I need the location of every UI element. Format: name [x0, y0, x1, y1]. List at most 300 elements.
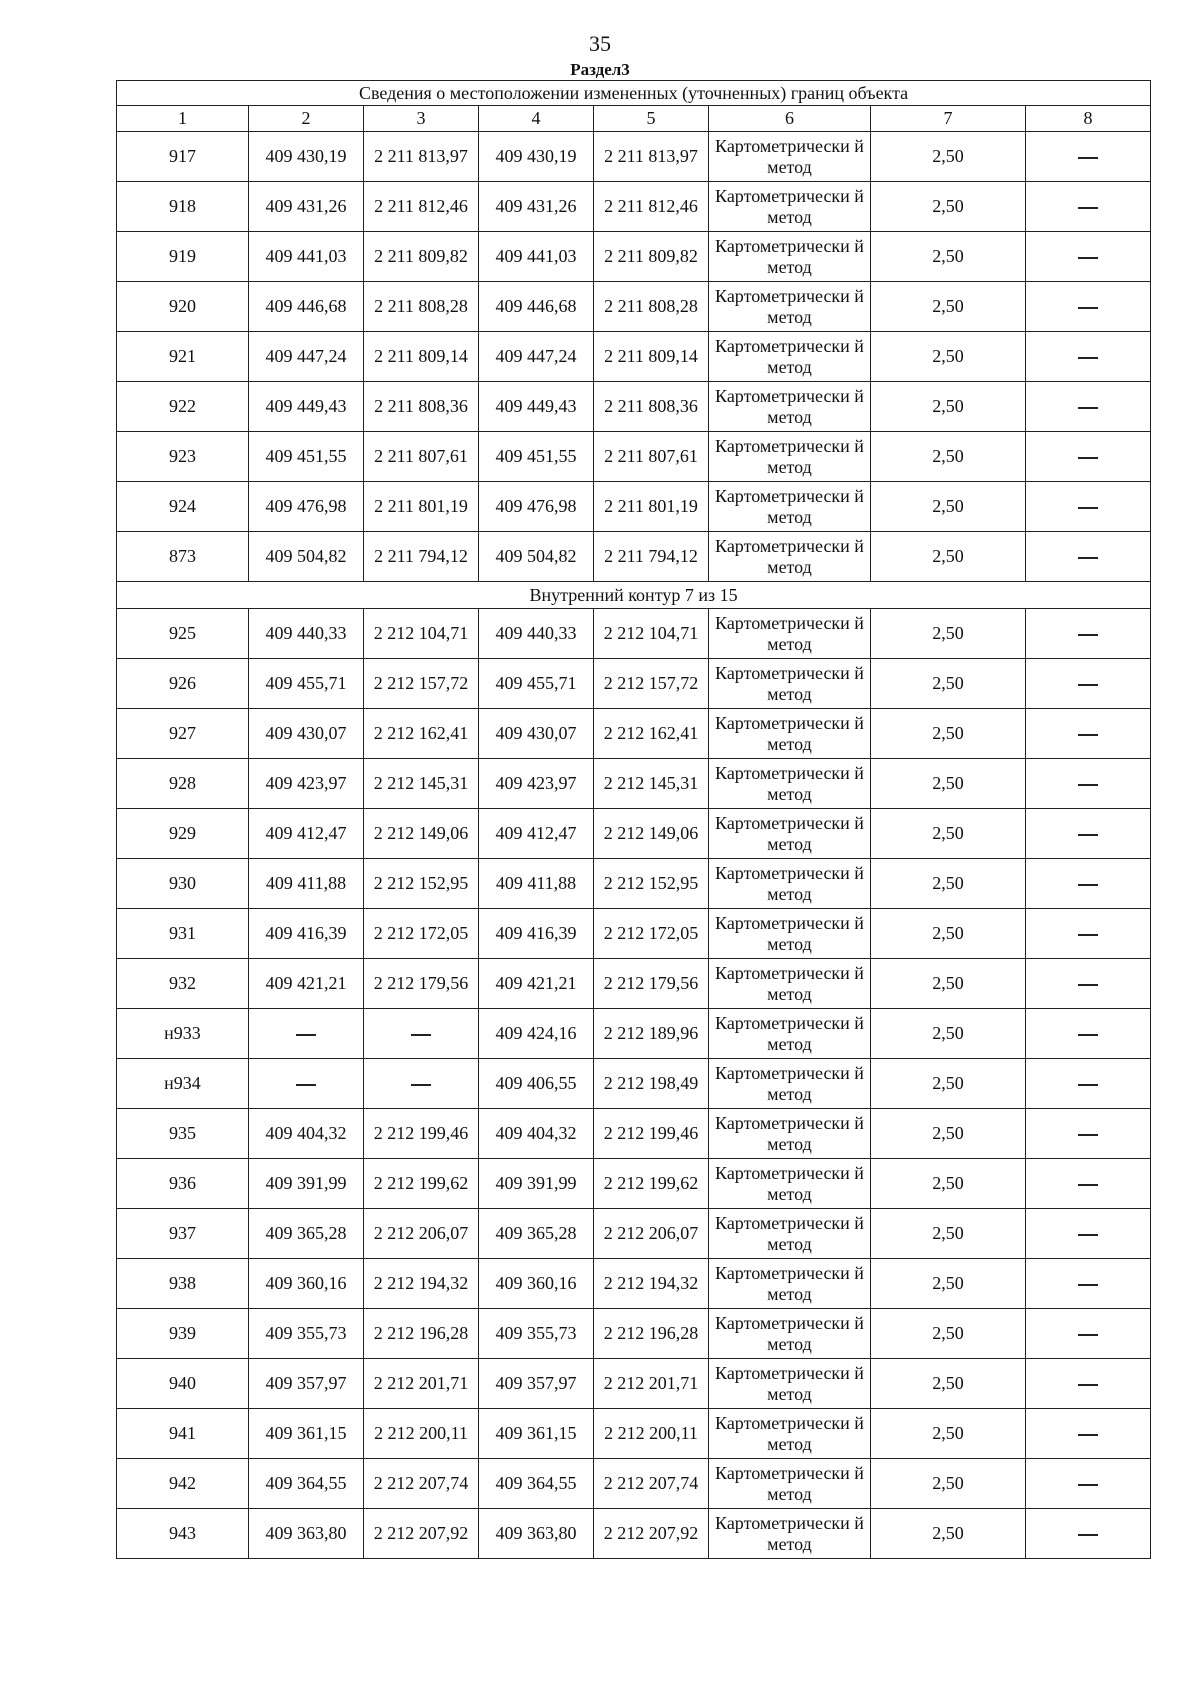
accuracy-cell: 2,50 [871, 609, 1026, 659]
y-coordinate-existing-cell: 2 212 157,72 [364, 659, 479, 709]
x-coordinate-existing-cell: 409 446,68 [249, 282, 364, 332]
x-coordinate-existing-cell: 409 476,98 [249, 482, 364, 532]
description-cell [1026, 959, 1151, 1009]
point-number-cell: 919 [117, 232, 249, 282]
dash-mark [1078, 634, 1098, 635]
description-cell [1026, 132, 1151, 182]
x-coordinate-updated-cell: 409 363,80 [479, 1509, 594, 1559]
dash-mark [1078, 1384, 1098, 1385]
accuracy-cell: 2,50 [871, 1459, 1026, 1509]
table-row [117, 1259, 1151, 1309]
dash-mark [1078, 307, 1098, 308]
x-coordinate-updated-cell: 409 451,55 [479, 432, 594, 482]
column-number-row [117, 106, 1151, 132]
accuracy-cell: 2,50 [871, 382, 1026, 432]
method-cell: Картометрически й метод [709, 132, 871, 182]
description-cell [1026, 1509, 1151, 1559]
accuracy-cell: 2,50 [871, 809, 1026, 859]
accuracy-cell: 2,50 [871, 1009, 1026, 1059]
dash-mark [1078, 257, 1098, 258]
y-coordinate-existing-cell [364, 1059, 479, 1109]
x-coordinate-updated-cell: 409 446,68 [479, 282, 594, 332]
x-coordinate-updated-cell: 409 411,88 [479, 859, 594, 909]
method-cell: Картометрически й метод [709, 1109, 871, 1159]
description-cell [1026, 1309, 1151, 1359]
point-number-cell: 922 [117, 382, 249, 432]
x-coordinate-existing-cell [249, 1009, 364, 1059]
table-body-part2 [117, 609, 1151, 1559]
y-coordinate-updated-cell: 2 212 201,71 [594, 1359, 709, 1409]
point-number-cell: н934 [117, 1059, 249, 1109]
y-coordinate-existing-cell: 2 212 152,95 [364, 859, 479, 909]
table-row [117, 909, 1151, 959]
table-row [117, 709, 1151, 759]
y-coordinate-existing-cell: 2 212 201,71 [364, 1359, 479, 1409]
y-coordinate-updated-cell: 2 211 813,97 [594, 132, 709, 182]
dash-mark [1078, 784, 1098, 785]
table-row [117, 382, 1151, 432]
y-coordinate-existing-cell: 2 212 207,92 [364, 1509, 479, 1559]
point-number-cell: 873 [117, 532, 249, 582]
table-row [117, 482, 1151, 532]
table-row [117, 1309, 1151, 1359]
x-coordinate-existing-cell: 409 412,47 [249, 809, 364, 859]
x-coordinate-existing-cell: 409 421,21 [249, 959, 364, 1009]
dash-mark [1078, 884, 1098, 885]
y-coordinate-updated-cell: 2 212 172,05 [594, 909, 709, 959]
point-number-cell: 920 [117, 282, 249, 332]
point-number-cell: 923 [117, 432, 249, 482]
y-coordinate-updated-cell: 2 212 199,62 [594, 1159, 709, 1209]
x-coordinate-existing-cell: 409 361,15 [249, 1409, 364, 1459]
y-coordinate-updated-cell: 2 212 152,95 [594, 859, 709, 909]
method-cell: Картометрически й метод [709, 759, 871, 809]
point-number-cell: 943 [117, 1509, 249, 1559]
dash-mark [411, 1084, 431, 1085]
table-row [117, 182, 1151, 232]
x-coordinate-updated-cell: 409 365,28 [479, 1209, 594, 1259]
accuracy-cell: 2,50 [871, 1509, 1026, 1559]
method-cell: Картометрически й метод [709, 959, 871, 1009]
description-cell [1026, 1159, 1151, 1209]
x-coordinate-existing-cell: 409 411,88 [249, 859, 364, 909]
y-coordinate-updated-cell: 2 212 199,46 [594, 1109, 709, 1159]
y-coordinate-existing-cell: 2 212 199,46 [364, 1109, 479, 1159]
accuracy-cell: 2,50 [871, 859, 1026, 909]
x-coordinate-existing-cell: 409 423,97 [249, 759, 364, 809]
x-coordinate-updated-cell: 409 440,33 [479, 609, 594, 659]
dash-mark [1078, 1234, 1098, 1235]
description-cell [1026, 182, 1151, 232]
method-cell: Картометрически й метод [709, 282, 871, 332]
accuracy-cell: 2,50 [871, 1359, 1026, 1409]
x-coordinate-updated-cell: 409 364,55 [479, 1459, 594, 1509]
description-cell [1026, 1459, 1151, 1509]
section-title: Раздел3 [570, 60, 630, 79]
x-coordinate-existing-cell: 409 504,82 [249, 532, 364, 582]
description-cell [1026, 332, 1151, 382]
x-coordinate-updated-cell: 409 360,16 [479, 1259, 594, 1309]
accuracy-cell: 2,50 [871, 182, 1026, 232]
x-coordinate-updated-cell: 409 455,71 [479, 659, 594, 709]
method-cell: Картометрически й метод [709, 859, 871, 909]
point-number-cell: 942 [117, 1459, 249, 1509]
x-coordinate-updated-cell: 409 476,98 [479, 482, 594, 532]
table-row [117, 859, 1151, 909]
y-coordinate-existing-cell: 2 211 794,12 [364, 532, 479, 582]
description-cell [1026, 1059, 1151, 1109]
y-coordinate-updated-cell: 2 211 808,28 [594, 282, 709, 332]
point-number-cell: 929 [117, 809, 249, 859]
accuracy-cell: 2,50 [871, 1259, 1026, 1309]
accuracy-cell: 2,50 [871, 959, 1026, 1009]
method-cell: Картометрически й метод [709, 1409, 871, 1459]
method-cell: Картометрически й метод [709, 1509, 871, 1559]
description-cell [1026, 759, 1151, 809]
y-coordinate-updated-cell: 2 212 200,11 [594, 1409, 709, 1459]
x-coordinate-existing-cell: 409 391,99 [249, 1159, 364, 1209]
column-number: 2 [249, 106, 364, 132]
method-cell: Картометрически й метод [709, 182, 871, 232]
point-number-cell: н933 [117, 1009, 249, 1059]
method-cell: Картометрически й метод [709, 1159, 871, 1209]
description-cell [1026, 482, 1151, 532]
y-coordinate-existing-cell: 2 212 172,05 [364, 909, 479, 959]
point-number-cell: 940 [117, 1359, 249, 1409]
table-row [117, 1059, 1151, 1109]
table-row [117, 1359, 1151, 1409]
table-body-part1 [117, 132, 1151, 582]
dash-mark [1078, 1484, 1098, 1485]
table-row [117, 1159, 1151, 1209]
accuracy-cell: 2,50 [871, 1159, 1026, 1209]
x-coordinate-existing-cell: 409 360,16 [249, 1259, 364, 1309]
dash-mark [1078, 684, 1098, 685]
x-coordinate-existing-cell: 409 440,33 [249, 609, 364, 659]
y-coordinate-existing-cell: 2 211 812,46 [364, 182, 479, 232]
description-cell [1026, 609, 1151, 659]
description-cell [1026, 1209, 1151, 1259]
y-coordinate-updated-cell: 2 212 198,49 [594, 1059, 709, 1109]
column-number: 5 [594, 106, 709, 132]
method-cell: Картометрически й метод [709, 1309, 871, 1359]
x-coordinate-existing-cell [249, 1059, 364, 1109]
dash-mark [1078, 1534, 1098, 1535]
x-coordinate-updated-cell: 409 357,97 [479, 1359, 594, 1409]
dash-mark [1078, 507, 1098, 508]
table-row [117, 659, 1151, 709]
y-coordinate-existing-cell: 2 212 162,41 [364, 709, 479, 759]
dash-mark [296, 1084, 316, 1085]
point-number-cell: 925 [117, 609, 249, 659]
description-cell [1026, 432, 1151, 482]
dash-mark [296, 1034, 316, 1035]
table-row [117, 1459, 1151, 1509]
point-number-cell: 939 [117, 1309, 249, 1359]
y-coordinate-updated-cell: 2 212 196,28 [594, 1309, 709, 1359]
column-number: 3 [364, 106, 479, 132]
y-coordinate-updated-cell: 2 212 104,71 [594, 609, 709, 659]
dash-mark [1078, 1184, 1098, 1185]
accuracy-cell: 2,50 [871, 659, 1026, 709]
accuracy-cell: 2,50 [871, 532, 1026, 582]
table-row [117, 759, 1151, 809]
description-cell [1026, 1359, 1151, 1409]
table-row [117, 1009, 1151, 1059]
y-coordinate-updated-cell: 2 212 145,31 [594, 759, 709, 809]
x-coordinate-existing-cell: 409 431,26 [249, 182, 364, 232]
y-coordinate-existing-cell: 2 211 801,19 [364, 482, 479, 532]
method-cell: Картометрически й метод [709, 1459, 871, 1509]
table-row [117, 332, 1151, 382]
accuracy-cell: 2,50 [871, 332, 1026, 382]
y-coordinate-updated-cell: 2 211 809,82 [594, 232, 709, 282]
table-row [117, 959, 1151, 1009]
table-row [117, 609, 1151, 659]
description-cell [1026, 1259, 1151, 1309]
method-cell: Картометрически й метод [709, 1009, 871, 1059]
description-cell [1026, 382, 1151, 432]
description-cell [1026, 282, 1151, 332]
x-coordinate-updated-cell: 409 391,99 [479, 1159, 594, 1209]
contour-label: Внутренний контур 7 из 15 [117, 582, 1151, 609]
column-number: 6 [709, 106, 871, 132]
table-row [117, 1409, 1151, 1459]
description-cell [1026, 809, 1151, 859]
y-coordinate-updated-cell: 2 212 207,92 [594, 1509, 709, 1559]
y-coordinate-existing-cell: 2 212 207,74 [364, 1459, 479, 1509]
dash-mark [1078, 734, 1098, 735]
y-coordinate-existing-cell [364, 1009, 479, 1059]
x-coordinate-updated-cell: 409 423,97 [479, 759, 594, 809]
table-row [117, 532, 1151, 582]
accuracy-cell: 2,50 [871, 232, 1026, 282]
y-coordinate-existing-cell: 2 212 179,56 [364, 959, 479, 1009]
x-coordinate-updated-cell: 409 355,73 [479, 1309, 594, 1359]
description-cell [1026, 709, 1151, 759]
x-coordinate-existing-cell: 409 430,07 [249, 709, 364, 759]
y-coordinate-updated-cell: 2 212 206,07 [594, 1209, 709, 1259]
y-coordinate-updated-cell: 2 212 179,56 [594, 959, 709, 1009]
y-coordinate-existing-cell: 2 211 809,14 [364, 332, 479, 382]
point-number-cell: 935 [117, 1109, 249, 1159]
y-coordinate-updated-cell: 2 212 157,72 [594, 659, 709, 709]
accuracy-cell: 2,50 [871, 709, 1026, 759]
table-row [117, 232, 1151, 282]
x-coordinate-updated-cell: 409 412,47 [479, 809, 594, 859]
table-row [117, 809, 1151, 859]
method-cell: Картометрически й метод [709, 1059, 871, 1109]
x-coordinate-existing-cell: 409 355,73 [249, 1309, 364, 1359]
x-coordinate-updated-cell: 409 504,82 [479, 532, 594, 582]
accuracy-cell: 2,50 [871, 482, 1026, 532]
method-cell: Картометрически й метод [709, 1359, 871, 1409]
dash-mark [1078, 984, 1098, 985]
y-coordinate-existing-cell: 2 211 808,28 [364, 282, 479, 332]
table-row [117, 1209, 1151, 1259]
point-number-cell: 937 [117, 1209, 249, 1259]
point-number-cell: 926 [117, 659, 249, 709]
dash-mark [1078, 407, 1098, 408]
accuracy-cell: 2,50 [871, 1409, 1026, 1459]
method-cell: Картометрически й метод [709, 482, 871, 532]
y-coordinate-updated-cell: 2 212 189,96 [594, 1009, 709, 1059]
description-cell [1026, 859, 1151, 909]
point-number-cell: 931 [117, 909, 249, 959]
table-row [117, 282, 1151, 332]
y-coordinate-existing-cell: 2 212 194,32 [364, 1259, 479, 1309]
point-number-cell: 918 [117, 182, 249, 232]
method-cell: Картометрически й метод [709, 609, 871, 659]
method-cell: Картометрически й метод [709, 709, 871, 759]
dash-mark [411, 1034, 431, 1035]
x-coordinate-existing-cell: 409 449,43 [249, 382, 364, 432]
x-coordinate-updated-cell: 409 421,21 [479, 959, 594, 1009]
dash-mark [1078, 1284, 1098, 1285]
dash-mark [1078, 934, 1098, 935]
dash-mark [1078, 1084, 1098, 1085]
dash-mark [1078, 157, 1098, 158]
dash-mark [1078, 557, 1098, 558]
x-coordinate-existing-cell: 409 363,80 [249, 1509, 364, 1559]
x-coordinate-existing-cell: 409 365,28 [249, 1209, 364, 1259]
y-coordinate-updated-cell: 2 211 809,14 [594, 332, 709, 382]
accuracy-cell: 2,50 [871, 759, 1026, 809]
dash-mark [1078, 1434, 1098, 1435]
y-coordinate-updated-cell: 2 211 808,36 [594, 382, 709, 432]
method-cell: Картометрически й метод [709, 432, 871, 482]
page-number: 35 [589, 31, 611, 56]
x-coordinate-updated-cell: 409 404,32 [479, 1109, 594, 1159]
method-cell: Картометрически й метод [709, 382, 871, 432]
point-number-cell: 930 [117, 859, 249, 909]
point-number-cell: 941 [117, 1409, 249, 1459]
y-coordinate-updated-cell: 2 211 807,61 [594, 432, 709, 482]
y-coordinate-existing-cell: 2 212 104,71 [364, 609, 479, 659]
point-number-cell: 938 [117, 1259, 249, 1309]
point-number-cell: 932 [117, 959, 249, 1009]
x-coordinate-updated-cell: 409 430,07 [479, 709, 594, 759]
y-coordinate-existing-cell: 2 212 149,06 [364, 809, 479, 859]
point-number-cell: 924 [117, 482, 249, 532]
x-coordinate-updated-cell: 409 447,24 [479, 332, 594, 382]
x-coordinate-existing-cell: 409 455,71 [249, 659, 364, 709]
accuracy-cell: 2,50 [871, 1059, 1026, 1109]
table-row [117, 1109, 1151, 1159]
table-row [117, 1509, 1151, 1559]
accuracy-cell: 2,50 [871, 1109, 1026, 1159]
coordinates-table [116, 80, 1151, 1559]
column-number: 1 [117, 106, 249, 132]
dash-mark [1078, 1034, 1098, 1035]
method-cell: Картометрически й метод [709, 659, 871, 709]
y-coordinate-updated-cell: 2 211 801,19 [594, 482, 709, 532]
y-coordinate-existing-cell: 2 211 809,82 [364, 232, 479, 282]
method-cell: Картометрически й метод [709, 1209, 871, 1259]
point-number-cell: 927 [117, 709, 249, 759]
y-coordinate-updated-cell: 2 212 162,41 [594, 709, 709, 759]
x-coordinate-existing-cell: 409 430,19 [249, 132, 364, 182]
description-cell [1026, 659, 1151, 709]
description-cell [1026, 909, 1151, 959]
y-coordinate-existing-cell: 2 211 807,61 [364, 432, 479, 482]
x-coordinate-existing-cell: 409 416,39 [249, 909, 364, 959]
y-coordinate-updated-cell: 2 211 812,46 [594, 182, 709, 232]
accuracy-cell: 2,50 [871, 909, 1026, 959]
dash-mark [1078, 1134, 1098, 1135]
y-coordinate-existing-cell: 2 212 145,31 [364, 759, 479, 809]
y-coordinate-updated-cell: 2 211 794,12 [594, 532, 709, 582]
point-number-cell: 928 [117, 759, 249, 809]
x-coordinate-existing-cell: 409 357,97 [249, 1359, 364, 1409]
y-coordinate-existing-cell: 2 211 808,36 [364, 382, 479, 432]
x-coordinate-updated-cell: 409 449,43 [479, 382, 594, 432]
method-cell: Картометрически й метод [709, 909, 871, 959]
description-cell [1026, 532, 1151, 582]
accuracy-cell: 2,50 [871, 1309, 1026, 1359]
x-coordinate-existing-cell: 409 451,55 [249, 432, 364, 482]
x-coordinate-existing-cell: 409 364,55 [249, 1459, 364, 1509]
x-coordinate-updated-cell: 409 416,39 [479, 909, 594, 959]
description-cell [1026, 1109, 1151, 1159]
y-coordinate-updated-cell: 2 212 194,32 [594, 1259, 709, 1309]
dash-mark [1078, 834, 1098, 835]
table-row [117, 432, 1151, 482]
y-coordinate-updated-cell: 2 212 149,06 [594, 809, 709, 859]
x-coordinate-existing-cell: 409 447,24 [249, 332, 364, 382]
y-coordinate-updated-cell: 2 212 207,74 [594, 1459, 709, 1509]
x-coordinate-updated-cell: 409 430,19 [479, 132, 594, 182]
dash-mark [1078, 357, 1098, 358]
x-coordinate-updated-cell: 409 424,16 [479, 1009, 594, 1059]
point-number-cell: 936 [117, 1159, 249, 1209]
dash-mark [1078, 207, 1098, 208]
method-cell: Картометрически й метод [709, 232, 871, 282]
column-number: 8 [1026, 106, 1151, 132]
description-cell [1026, 232, 1151, 282]
accuracy-cell: 2,50 [871, 1209, 1026, 1259]
accuracy-cell: 2,50 [871, 282, 1026, 332]
accuracy-cell: 2,50 [871, 432, 1026, 482]
dash-mark [1078, 457, 1098, 458]
point-number-cell: 917 [117, 132, 249, 182]
description-cell [1026, 1409, 1151, 1459]
x-coordinate-updated-cell: 409 441,03 [479, 232, 594, 282]
x-coordinate-updated-cell: 409 406,55 [479, 1059, 594, 1109]
point-number-cell: 921 [117, 332, 249, 382]
method-cell: Картометрически й метод [709, 809, 871, 859]
method-cell: Картометрически й метод [709, 1259, 871, 1309]
y-coordinate-existing-cell: 2 212 200,11 [364, 1409, 479, 1459]
column-number: 7 [871, 106, 1026, 132]
y-coordinate-existing-cell: 2 212 196,28 [364, 1309, 479, 1359]
method-cell: Картометрически й метод [709, 532, 871, 582]
method-cell: Картометрически й метод [709, 332, 871, 382]
description-cell [1026, 1009, 1151, 1059]
y-coordinate-existing-cell: 2 212 206,07 [364, 1209, 479, 1259]
y-coordinate-existing-cell: 2 212 199,62 [364, 1159, 479, 1209]
column-number: 4 [479, 106, 594, 132]
dash-mark [1078, 1334, 1098, 1335]
x-coordinate-updated-cell: 409 431,26 [479, 182, 594, 232]
accuracy-cell: 2,50 [871, 132, 1026, 182]
table-row [117, 132, 1151, 182]
x-coordinate-existing-cell: 409 441,03 [249, 232, 364, 282]
x-coordinate-existing-cell: 409 404,32 [249, 1109, 364, 1159]
x-coordinate-updated-cell: 409 361,15 [479, 1409, 594, 1459]
y-coordinate-existing-cell: 2 211 813,97 [364, 132, 479, 182]
table-caption: Сведения о местоположении измененных (уточненных) границ объекта [117, 81, 1151, 106]
